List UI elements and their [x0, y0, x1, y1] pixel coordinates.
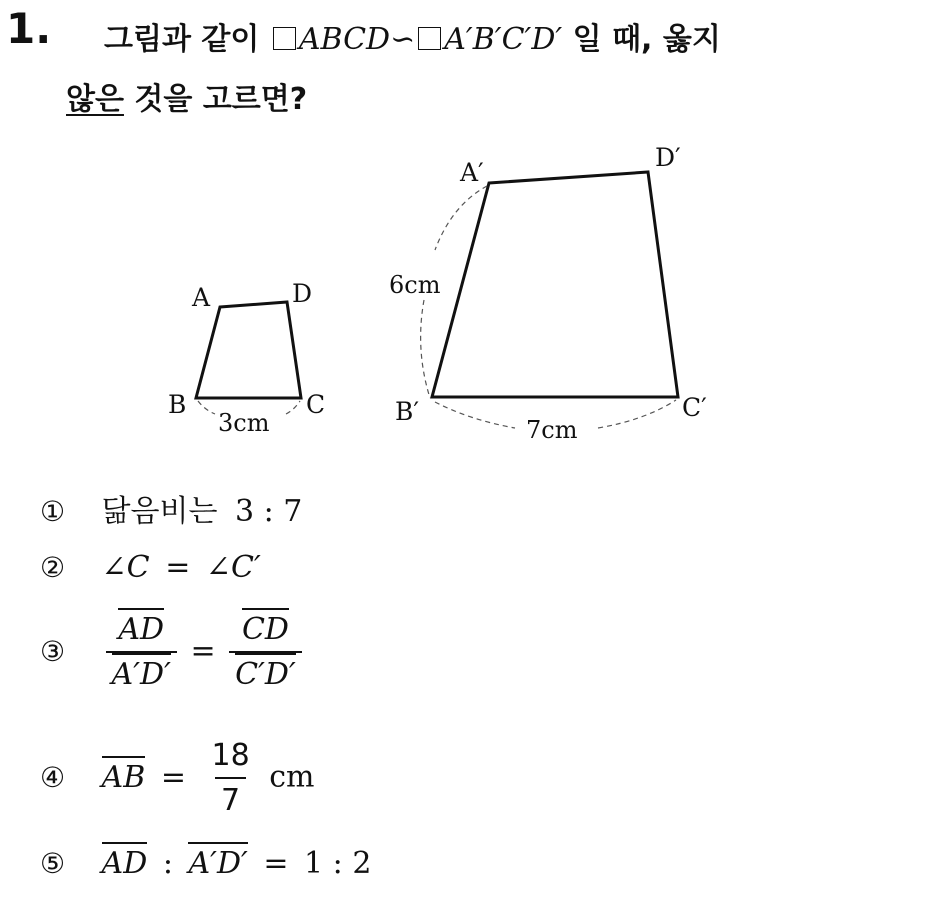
choice-2-number: ②	[40, 551, 66, 584]
fraction-denominator: 7	[215, 777, 246, 818]
choice-2-lhs: ∠C	[101, 550, 150, 585]
question-underlined-word: 않은	[66, 82, 124, 117]
choice-1[interactable]	[40, 486, 302, 530]
question-number: 1.	[6, 4, 52, 53]
label-c: C	[306, 390, 326, 419]
fraction-numerator: 18	[211, 738, 250, 773]
large-left-length: 6cm	[389, 271, 441, 299]
choice-5-colon: :	[162, 846, 173, 881]
choice-3-equals: =	[190, 633, 216, 669]
choice-5[interactable]	[40, 846, 371, 881]
large-quadrilateral	[432, 172, 678, 397]
small-bottom-dimension-arc-right	[286, 401, 300, 414]
choice-3-fraction-1	[106, 612, 177, 692]
choice-3-fraction-2	[229, 612, 302, 692]
label-c-prime: C′	[682, 393, 707, 422]
small-bottom-dimension-arc	[198, 401, 215, 414]
segment-c-prime-d-prime: C′D′	[235, 653, 296, 692]
choice-1-value: 3 : 7	[235, 494, 303, 529]
choice-5-equals: =	[263, 846, 289, 881]
question-text-before: 그림과 같이	[104, 22, 260, 57]
label-a: A	[192, 283, 211, 312]
segment-a-prime-d-prime-5: A′D′	[188, 842, 247, 881]
segment-cd: CD	[242, 608, 289, 647]
choice-4-equals: =	[160, 759, 186, 795]
choice-2-rhs: ∠C′	[205, 550, 261, 585]
question-text-after: 일 때, 옳지	[572, 22, 721, 57]
segment-ad-5: AD	[102, 842, 148, 881]
choice-4-fraction	[206, 738, 256, 818]
segment-ad: AD	[118, 608, 164, 647]
label-d: D	[292, 279, 313, 308]
quad-abcd-prime: A′B′C′D′	[444, 22, 563, 57]
choice-4-unit: cm	[269, 759, 315, 795]
choice-3[interactable]	[40, 612, 306, 692]
choice-1-text: 닮음비는	[101, 494, 218, 529]
question-text-rest: 것을 고르면?	[134, 82, 308, 117]
large-left-dimension-arc-lower	[421, 300, 430, 398]
choice-2[interactable]	[40, 550, 261, 585]
small-bottom-length: 3cm	[218, 409, 270, 437]
label-a-prime: A′	[460, 158, 484, 187]
quad-abcd: ABCD	[298, 22, 391, 57]
large-bottom-length: 7cm	[526, 416, 578, 444]
label-b: B	[168, 390, 187, 419]
label-b-prime: B′	[395, 397, 420, 426]
choice-5-number: ⑤	[40, 847, 66, 880]
similar-sign: ∽	[390, 22, 416, 57]
choice-3-number: ③	[40, 634, 66, 668]
choice-4[interactable]	[40, 738, 314, 818]
segment-ab: AB	[102, 756, 146, 795]
large-bottom-dimension-arc-right	[598, 400, 676, 428]
choice-1-number: ①	[40, 495, 66, 528]
choice-5-ratio: 1 : 2	[304, 846, 372, 881]
large-bottom-dimension-arc	[435, 402, 515, 428]
segment-a-prime-d-prime: A′D′	[112, 653, 171, 692]
small-quadrilateral	[196, 302, 301, 398]
choice-2-equals: =	[165, 550, 191, 585]
choice-4-number: ④	[40, 760, 66, 794]
label-d-prime: D′	[655, 143, 681, 172]
